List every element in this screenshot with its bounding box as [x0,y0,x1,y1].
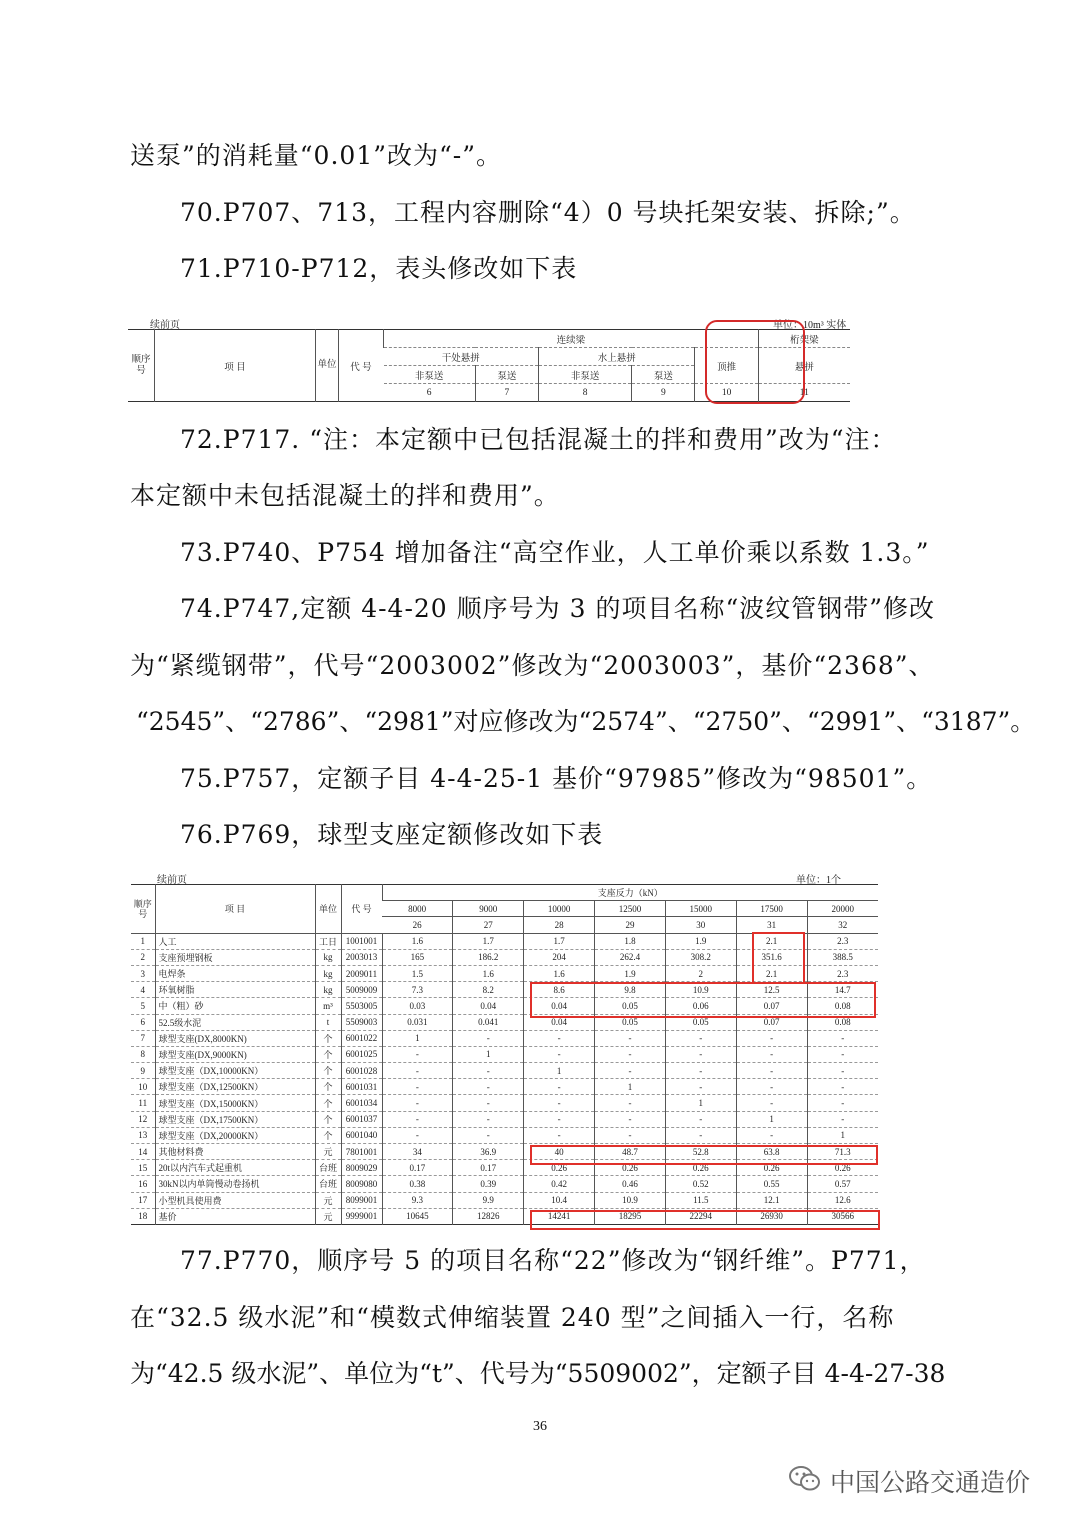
table-row [131,1046,878,1062]
row-value: 34 [382,1144,453,1160]
row-value: 63.8 [736,1144,807,1160]
row-value: 48.7 [595,1144,666,1160]
row-item-name: 支座预埋钢板 [155,949,315,965]
t1-seq-header: 顺序号 [128,330,155,402]
row-value: - [453,1095,524,1111]
row-value: - [453,1079,524,1095]
row-value: 36.9 [453,1144,524,1160]
row-seq: 17 [131,1192,155,1208]
row-seq: 10 [131,1079,155,1095]
t2-num-header: 32 [807,917,878,933]
table1-unit-label: 单位：10m³ 实体 [773,320,847,331]
t2-code-header: 代 号 [341,885,382,934]
row-value: 0.07 [736,1014,807,1030]
row-seq: 7 [131,1030,155,1046]
row-value: 262.4 [595,949,666,965]
row-item-name: 球型支座（DX,17500KN） [155,1111,315,1127]
row-code: 2009011 [341,965,382,981]
row-value: - [382,1095,453,1111]
row-value: 0.26 [736,1160,807,1176]
row-value: - [382,1046,453,1062]
row-item-name: 基价 [155,1208,315,1224]
row-value: 1 [807,1127,878,1143]
t1-col-hang: 悬拼 [758,348,850,384]
row-unit: 个 [315,1046,341,1062]
row-value: 0.04 [453,998,524,1014]
row-unit: 个 [315,1127,341,1143]
row-value: - [524,1046,595,1062]
row-seq: 16 [131,1176,155,1192]
t2-force-header: 17500 [736,901,807,917]
row-value: 0.17 [382,1160,453,1176]
row-value: 7.3 [382,982,453,998]
t2-group-header: 支座反力（kN） [382,885,878,901]
table-row [131,1030,878,1046]
row-value: 0.031 [382,1014,453,1030]
row-value: 0.041 [453,1014,524,1030]
row-value: - [382,1063,453,1079]
t1-num: 9 [632,384,695,402]
row-value: - [524,1030,595,1046]
row-value: 0.03 [382,998,453,1014]
row-value: 0.26 [524,1160,595,1176]
row-value: - [665,1063,736,1079]
row-value: 388.5 [807,949,878,965]
row-seq: 11 [131,1095,155,1111]
row-value: 2 [665,965,736,981]
row-value: 12826 [453,1208,524,1224]
row-value: 0.05 [665,1014,736,1030]
paragraph-73: 73.P740、P754 增加备注“高空作业，人工单价乘以系数 1.3。” [180,538,930,567]
row-code: 6001022 [341,1030,382,1046]
row-code: 6001034 [341,1095,382,1111]
row-seq: 13 [131,1127,155,1143]
row-value: 10.4 [524,1192,595,1208]
row-value: 0.17 [453,1160,524,1176]
row-value: 165 [382,949,453,965]
t2-force-header: 10000 [524,901,595,917]
t2-num-header: 27 [453,917,524,933]
row-value: - [524,1095,595,1111]
row-item-name: 球型支座（DX,20000KN） [155,1127,315,1143]
row-value: 1.6 [524,965,595,981]
row-value: - [595,1095,666,1111]
row-unit: 工日 [315,933,341,949]
row-item-name: 环氧树脂 [155,982,315,998]
row-seq: 14 [131,1144,155,1160]
table-row [131,1111,878,1127]
row-value: 71.3 [807,1144,878,1160]
row-value: 186.2 [453,949,524,965]
table2-highlight-row-14 [530,1145,878,1165]
paragraph-76: 76.P769，球型支座定额修改如下表 [180,820,604,849]
table2-highlight-17500 [752,932,805,984]
row-code: 6001028 [341,1063,382,1079]
table-row [131,1176,878,1192]
t2-force-header: 12500 [595,901,666,917]
row-value: 0.04 [524,1014,595,1030]
row-value: - [665,1079,736,1095]
row-code: 6001025 [341,1046,382,1062]
row-value: 10.9 [665,982,736,998]
row-value: 9.3 [382,1192,453,1208]
table2-highlight-rows-4-5 [530,982,876,1018]
row-unit: 台班 [315,1176,341,1192]
table2-highlight-row-18 [530,1210,880,1230]
t1-c1: 非泵送 [384,366,476,384]
row-value: - [595,1111,666,1127]
t2-force-header: 8000 [382,901,453,917]
row-value: - [807,1046,878,1062]
row-value: - [453,1127,524,1143]
row-seq: 9 [131,1063,155,1079]
row-value: 30566 [807,1208,878,1224]
row-code: 5503005 [341,998,382,1014]
table-row [131,1079,878,1095]
row-value: 12.6 [807,1192,878,1208]
row-value: 14.7 [807,982,878,998]
row-value: - [807,1079,878,1095]
t2-num-header: 30 [665,917,736,933]
row-value: 1 [453,1046,524,1062]
t2-force-header: 9000 [453,901,524,917]
t2-num-header: 31 [736,917,807,933]
paragraph-74-cont1: 为“紧缆钢带”，代号“2003002”修改为“2003003”，基价“2368”、 [130,651,935,680]
row-item-name: 20t以内汽车式起重机 [155,1160,315,1176]
row-value: 14241 [524,1208,595,1224]
row-value: - [595,1127,666,1143]
row-code: 9999001 [341,1208,382,1224]
paragraph-77-cont1: 在“32.5 级水泥”和“模数式伸缩装置 240 型”之间插入一行，名称 [130,1303,895,1332]
row-unit: kg [315,949,341,965]
row-value: 2.3 [807,933,878,949]
paragraph-72: 72.P717. “注：本定额中已包括混凝土的拌和费用”改为“注： [180,425,897,454]
row-item-name: 30kN以内单筒慢动卷扬机 [155,1176,315,1192]
row-seq: 6 [131,1014,155,1030]
wechat-icon [788,1464,822,1498]
row-value: 0.05 [595,998,666,1014]
row-seq: 3 [131,965,155,981]
row-value: 2.3 [807,965,878,981]
row-value: 0.52 [665,1176,736,1192]
row-unit: 元 [315,1208,341,1224]
row-value: - [665,1111,736,1127]
paragraph-74-cont2: “2545”、“2786”、“2981”对应修改为“2574”、“2750”、“2991”、“3187”。 [136,707,1036,736]
row-item-name: 球型支座（DX,10000KN） [155,1063,315,1079]
row-value: - [665,1046,736,1062]
t1-unit-header: 单位 [316,330,339,402]
paragraph-70: 70.P707、713，工程内容删除“4）0 号块托架安装、拆除;”。 [180,198,916,227]
row-unit: 个 [315,1079,341,1095]
t2-num-header: 28 [524,917,595,933]
table2-continued-label: 续前页 [157,875,187,886]
row-value: 351.6 [736,949,807,965]
t1-c2: 泵送 [475,366,538,384]
row-value: 0.06 [665,998,736,1014]
t1-group-right: 桁架梁 [758,330,850,348]
row-value: 10645 [382,1208,453,1224]
row-value: 8.2 [453,982,524,998]
row-value: 2.1 [736,965,807,981]
row-code: 1001001 [341,933,382,949]
table-row [131,1063,878,1079]
row-value: 0.26 [807,1160,878,1176]
row-seq: 18 [131,1208,155,1224]
row-value: 1.8 [595,933,666,949]
table1-continued-label: 续前页 [150,320,180,331]
row-value: - [595,1030,666,1046]
row-value: - [524,1111,595,1127]
row-unit: kg [315,965,341,981]
row-item-name: 电焊条 [155,965,315,981]
row-value: - [736,1030,807,1046]
t1-num: 7 [475,384,538,402]
row-value: 308.2 [665,949,736,965]
row-value: - [736,1046,807,1062]
row-value: - [665,1030,736,1046]
row-item-name: 球型支座(DX,8000KN) [155,1030,315,1046]
row-item-name: 人工 [155,933,315,949]
row-unit: 个 [315,1095,341,1111]
row-unit: kg [315,982,341,998]
row-value: 9.9 [453,1192,524,1208]
row-code: 6001037 [341,1111,382,1127]
row-value: 11.5 [665,1192,736,1208]
row-unit: 个 [315,1111,341,1127]
row-value: 0.46 [595,1176,666,1192]
t1-num: 11 [758,384,850,402]
row-value: - [524,1127,595,1143]
row-code: 7801001 [341,1144,382,1160]
t1-sub-b: 水上悬拼 [538,348,695,366]
row-value: 1.5 [382,965,453,981]
t2-num-header: 29 [595,917,666,933]
row-value: 1.9 [665,933,736,949]
t2-seq-header: 顺序号 [131,885,155,934]
row-seq: 4 [131,982,155,998]
row-value: - [807,1111,878,1127]
row-value: 22294 [665,1208,736,1224]
row-value: 2.1 [736,933,807,949]
row-value: 0.08 [807,1014,878,1030]
t1-num: 8 [538,384,631,402]
t2-force-header: 15000 [665,901,736,917]
paragraph-74: 74.P747,定额 4-4-20 顺序号为 3 的项目名称“波纹管钢带”修改 [180,594,936,623]
row-code: 8009029 [341,1160,382,1176]
row-value: - [382,1079,453,1095]
t1-c4: 泵送 [632,366,695,384]
row-value: - [595,1063,666,1079]
row-unit: 元 [315,1144,341,1160]
row-item-name: 小型机具使用费 [155,1192,315,1208]
row-value: - [453,1063,524,1079]
row-item-name: 其他材料费 [155,1144,315,1160]
row-unit: 个 [315,1063,341,1079]
row-value: - [382,1127,453,1143]
row-seq: 1 [131,933,155,949]
row-unit: 台班 [315,1160,341,1176]
row-value: - [524,1079,595,1095]
row-code: 2003013 [341,949,382,965]
row-value: 1 [736,1111,807,1127]
row-item-name: 球型支座（DX,15000KN） [155,1095,315,1111]
row-value: 0.57 [807,1176,878,1192]
row-value: - [382,1111,453,1127]
row-code: 6001031 [341,1079,382,1095]
t1-num: 6 [384,384,476,402]
row-unit: m³ [315,998,341,1014]
row-item-name: 球型支座（DX,12500KN） [155,1079,315,1095]
row-value: 0.07 [736,998,807,1014]
row-value: 52.8 [665,1144,736,1160]
row-value: 0.04 [524,998,595,1014]
watermark-text: 中国公路交通造价 [830,1468,1031,1497]
page-number: 36 [533,1419,547,1434]
t1-num: 10 [695,384,758,402]
row-code: 8009080 [341,1176,382,1192]
t2-num-header: 26 [382,917,453,933]
paragraph-71: 71.P710-P712，表头修改如下表 [180,254,578,283]
row-value: - [807,1095,878,1111]
row-value: 0.55 [736,1176,807,1192]
row-value: 1.7 [524,933,595,949]
row-value: 18295 [595,1208,666,1224]
row-value: 0.08 [807,998,878,1014]
row-unit: 元 [315,1192,341,1208]
paragraph-77: 77.P770，顺序号 5 的项目名称“22”修改为“钢纤维”。P771， [180,1246,926,1275]
row-value: 1 [382,1030,453,1046]
row-unit: 个 [315,1030,341,1046]
row-seq: 15 [131,1160,155,1176]
row-value: 0.05 [595,1014,666,1030]
row-value: 8.6 [524,982,595,998]
row-value: - [736,1079,807,1095]
t1-c3: 非泵送 [538,366,631,384]
row-value: 0.38 [382,1176,453,1192]
row-value: 1.7 [453,933,524,949]
row-code: 8099001 [341,1192,382,1208]
row-value: 1 [595,1079,666,1095]
table1-highlight-push [705,320,805,404]
table2-unit-label: 单位：1个 [796,875,841,886]
t1-sub-a: 干处悬拼 [384,348,539,366]
row-value: 1 [665,1095,736,1111]
row-seq: 12 [131,1111,155,1127]
row-value: - [807,1030,878,1046]
row-value: 0.26 [595,1160,666,1176]
row-value: - [736,1063,807,1079]
t2-unit-header: 单位 [315,885,341,934]
row-value: 0.39 [453,1176,524,1192]
row-value: 12.5 [736,982,807,998]
paragraph-77-cont2: 为“42.5 级水泥”、单位为“t”、代号为“5509002”，定额子目 4-4-27-38 [130,1359,946,1388]
row-value: - [595,1046,666,1062]
row-value: 26930 [736,1208,807,1224]
t1-col-push: 顶推 [695,348,758,384]
t1-code-header: 代 号 [339,330,384,402]
row-value: - [453,1111,524,1127]
row-value: 1.6 [382,933,453,949]
row-value: - [736,1127,807,1143]
row-code: 5009009 [341,982,382,998]
table-row [131,1192,878,1208]
row-code: 5509003 [341,1014,382,1030]
row-value: - [665,1127,736,1143]
row-value: - [453,1030,524,1046]
row-seq: 8 [131,1046,155,1062]
watermark [788,1463,1030,1499]
table-row [131,1127,878,1143]
row-item-name: 中（粗）砂 [155,998,315,1014]
row-value: 0.26 [665,1160,736,1176]
row-value: 9.8 [595,982,666,998]
row-code: 6001040 [341,1127,382,1143]
t2-force-header: 20000 [807,901,878,917]
row-value: - [807,1063,878,1079]
row-value: 204 [524,949,595,965]
t2-item-header: 项 目 [155,885,315,934]
row-item-name: 球型支座(DX,9000KN) [155,1046,315,1062]
paragraph-75: 75.P757，定额子目 4-4-25-1 基价“97985”修改为“98501”。 [180,764,933,793]
row-value: 1.6 [453,965,524,981]
row-value: 12.1 [736,1192,807,1208]
row-value: 1.9 [595,965,666,981]
paragraph-72-cont: 本定额中未包括混凝土的拌和费用”。 [130,481,560,510]
t1-item-header: 项 目 [155,330,316,402]
row-value: - [736,1095,807,1111]
paragraph-continuation: 送泵”的消耗量“0.01”改为“-”。 [130,141,503,170]
table-row [131,1095,878,1111]
row-value: 0.42 [524,1176,595,1192]
row-item-name: 52.5级水泥 [155,1014,315,1030]
row-value: 1 [524,1063,595,1079]
row-unit: t [315,1014,341,1030]
row-value: 10.9 [595,1192,666,1208]
row-value: 40 [524,1144,595,1160]
row-seq: 5 [131,998,155,1014]
row-seq: 2 [131,949,155,965]
t1-group-main: 连续梁 [384,330,759,348]
